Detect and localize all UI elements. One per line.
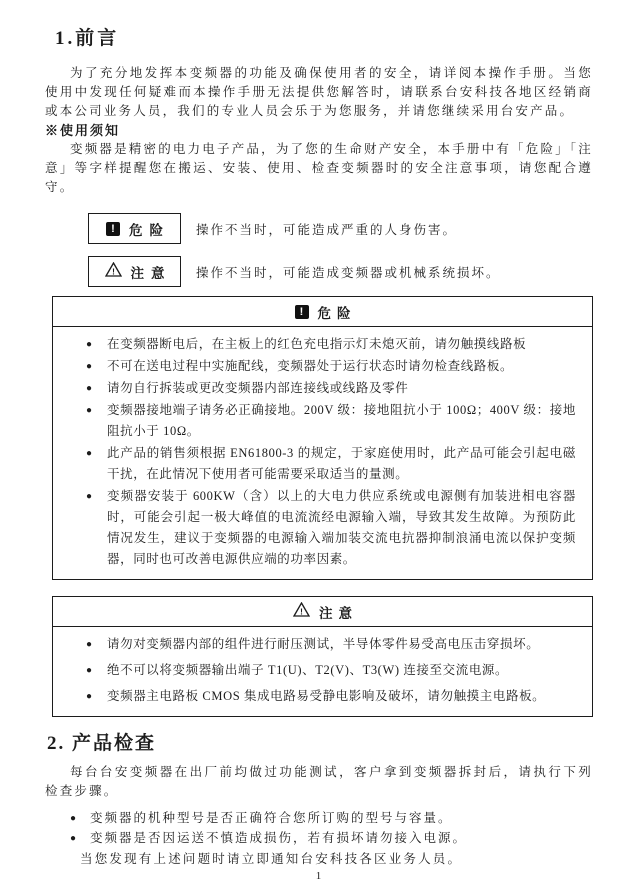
caution-item: ● 绝不可以将变频器输出端子 T1(U)、T2(V)、T3(W) 连接至交流电源。 — [86, 660, 576, 681]
page-number: 1 — [315, 870, 322, 882]
caution-legend-description: 操作不当时，可能造成变频器或机械系统损坏。 — [196, 265, 501, 280]
danger-item: ● 请勿自行拆装或更改变频器内部连接线或线路及零件 — [86, 378, 576, 399]
caution-item: ● 变频器主电路板 CMOS 集成电路易受静电影响及破坏，请勿触摸主电路板。 — [86, 686, 576, 707]
caution-box-title: 注意 — [319, 606, 358, 621]
caution-legend-box — [88, 256, 181, 287]
caution-legend-row — [88, 256, 593, 287]
usage-note-paragraph: 变频器是精密的电力电子产品，为了您的生命财产安全，本手册中有「危险」「注意」等字样提醒您在搬运、安装、使用、检查变频器时的安全注意事项，请您配合遵守。 — [45, 142, 593, 194]
caution-triangle-icon — [293, 602, 310, 622]
danger-legend-label: 危险 — [129, 222, 170, 238]
danger-box-header — [53, 297, 592, 327]
inspection-item: ● 变频器是否因运送不慎造成损伤，若有损坏请勿接入电源。 — [70, 829, 593, 848]
danger-item: ● 此产品的销售须根据 EN61800-3 的规定，于家庭使用时，此产品可能会引起电磁干扰，在此情况下使用者可能需要采取适当的量测。 — [86, 443, 576, 485]
danger-warning-box — [52, 296, 593, 580]
danger-exclamation-icon: ! — [106, 222, 120, 236]
danger-item: ● 在变频器断电后，在主板上的红色充电指示灯未熄灭前，请勿触摸线路板 — [86, 334, 576, 355]
danger-legend-description: 操作不当时，可能造成严重的人身伤害。 — [196, 222, 458, 237]
caution-item: ● 请勿对变频器内部的组件进行耐压测试，半导体零件易受高电压击穿损坏。 — [86, 634, 576, 655]
danger-item: ● 不可在送电过程中实施配线，变频器处于运行状态时请勿检查线路板。 — [86, 356, 576, 377]
svg-text:!: ! — [300, 606, 303, 617]
danger-legend-row — [88, 213, 593, 244]
inspection-checklist — [45, 809, 593, 848]
svg-text:!: ! — [111, 266, 115, 276]
inspection-item: ● 变频器的机种型号是否正确符合您所订购的型号与容量。 — [70, 809, 593, 828]
danger-item: ● 变频器安装于 600KW（含）以上的大电力供应系统或电源侧有加装进相电容器时，可能会引起一极大峰值的电流流经电源输入端，导致其发生故障。为预防此情况发生，建议于变频器的电源输入端加装交流电抗器抑制浪涌电流以保护变频器，同时也可改善电源供应端的功率因素。 — [86, 486, 576, 570]
caution-box-header — [53, 597, 592, 627]
danger-item-list — [53, 334, 592, 570]
section-1-title: 1.前言 — [55, 28, 120, 49]
caution-legend-label: 注意 — [130, 265, 172, 281]
danger-legend-box — [88, 213, 181, 244]
usage-note-heading: ※使用须知 — [45, 123, 121, 138]
preface-paragraph: 为了充分地发挥本变频器的功能及确保使用者的安全，请详阅本操作手册。当您使用中发现任何疑难而本操作手册无法提供您解答时，请联系台安科技各地区经销商或本公司业务人员，我们的专业人员会乐于为您服务，并请您继续采用台安产品。 — [45, 66, 593, 118]
caution-item-list — [53, 634, 592, 707]
inspection-paragraph: 每台台安变频器在出厂前均做过功能测试，客户拿到变频器拆封后，请执行下列检查步骤。 — [45, 765, 593, 798]
inspection-followup-note: 当您发现有上述问题时请立即通知台安科技各区业务人员。 — [80, 852, 463, 866]
danger-box-title: 危险 — [317, 306, 357, 321]
danger-item: ● 变频器接地端子请务必正确接地。200V 级：接地阻抗小于 100Ω；400V 级：接地阻抗小于 10Ω。 — [86, 400, 576, 442]
caution-warning-box — [52, 596, 593, 717]
section-2-title: 2. 产品检查 — [47, 733, 157, 754]
danger-exclamation-icon: ! — [295, 305, 309, 319]
caution-triangle-icon — [105, 262, 122, 282]
